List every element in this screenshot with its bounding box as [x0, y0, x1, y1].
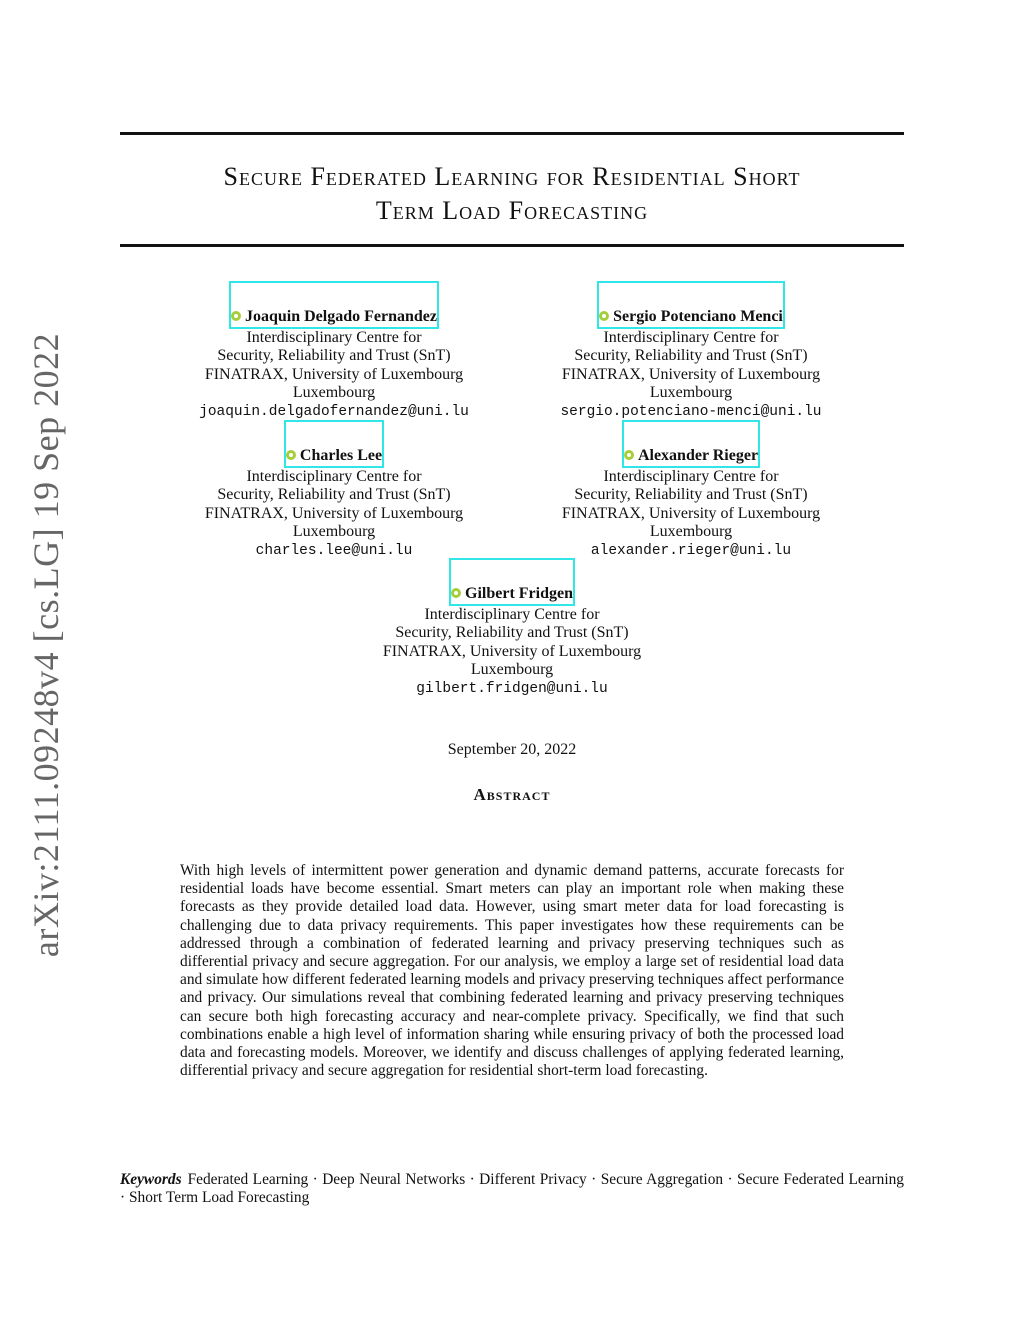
author-name-link[interactable] [284, 420, 384, 468]
author-affiliation: Interdisciplinary Centre for [424, 606, 600, 623]
author-name: Sergio Potenciano Menci [613, 308, 783, 325]
title-top-rule [120, 132, 904, 135]
author-name: Alexander Rieger [637, 447, 759, 464]
author-affiliation: Interdisciplinary Centre for [246, 468, 422, 485]
author-name: Charles Lee [299, 447, 383, 464]
author-name-link[interactable] [622, 420, 760, 468]
author-affiliation: FINATRAX, University of Luxembourg [204, 365, 464, 383]
author-email: joaquin.delgadofernandez@uni.lu [199, 403, 469, 420]
author-email: sergio.potenciano-menci@uni.lu [560, 403, 822, 420]
author-email: alexander.rieger@uni.lu [590, 542, 792, 559]
author-affiliation: Luxembourg [649, 523, 733, 541]
paper-title [120, 160, 904, 228]
author-name: Gilbert Fridgen [465, 585, 573, 602]
title-bottom-rule [120, 244, 904, 247]
author-affiliation: Security, Reliability and Trust (SnT) [395, 624, 629, 642]
author-affiliation: Security, Reliability and Trust (SnT) [217, 347, 451, 365]
author-affiliation: Security, Reliability and Trust (SnT) [574, 486, 808, 504]
orcid-icon[interactable] [624, 450, 634, 460]
author-affiliation: Security, Reliability and Trust (SnT) [217, 486, 451, 504]
author-name: Joaquin Delgado Fernandez [244, 308, 437, 325]
author-affiliation: Luxembourg [470, 661, 554, 679]
author-block [169, 420, 499, 560]
orcid-icon[interactable] [286, 450, 296, 460]
title-line-1: Secure Federated Learning for Residential Short [223, 162, 801, 191]
author-affiliation: FINATRAX, University of Luxembourg [382, 642, 642, 660]
orcid-icon[interactable] [599, 311, 609, 321]
keywords-label: Keywords [120, 1171, 182, 1188]
author-email: charles.lee@uni.lu [255, 542, 413, 559]
author-block [526, 420, 856, 560]
paper-date: September 20, 2022 [447, 741, 577, 758]
abstract-text: With high levels of intermittent power generation and dynamic demand patterns, accurate forecasts for residential loads have become essential. Smart meters can play an important role when making these forecasts as they provide detailed load data. However, using smart meter data for load forecasting is challenging due to data privacy requirements. This paper investigates how these requirements can be addressed through a combination of federated learning and privacy preserving techniques such as differential privacy and secure aggregation. For our analysis, we employ a large set of residential load data and simulate how different federated learning models and privacy preserving techniques affect performance and privacy. Our simulations reveal that combining federated learning and privacy preserving techniques can secure both high forecasting accuracy and near-complete privacy. Specifically, we find that such combinations enable a high level of information sharing while ensuring privacy of both the processed load data and forecasting models. Moreover, we identify and discuss challenges of applying federated learning, differential privacy and secure aggregation for residential short-term load forecasting. [180, 862, 844, 1080]
keywords-section [120, 1171, 904, 1208]
author-affiliation: Luxembourg [292, 384, 376, 402]
author-affiliation: Interdisciplinary Centre for [246, 329, 422, 346]
author-affiliation: FINATRAX, University of Luxembourg [561, 504, 821, 522]
author-name-link[interactable] [597, 281, 785, 329]
author-name-link[interactable] [229, 281, 439, 329]
author-email: gilbert.fridgen@uni.lu [416, 680, 608, 697]
author-block [526, 281, 856, 421]
orcid-icon[interactable] [451, 588, 461, 598]
orcid-icon[interactable] [231, 311, 241, 321]
author-affiliation: FINATRAX, University of Luxembourg [204, 504, 464, 522]
author-affiliation: Interdisciplinary Centre for [603, 329, 779, 346]
author-block [169, 281, 499, 421]
author-affiliation: Luxembourg [292, 523, 376, 541]
author-affiliation: Interdisciplinary Centre for [603, 468, 779, 485]
author-affiliation: Security, Reliability and Trust (SnT) [574, 347, 808, 365]
keywords-text: Federated Learning · Deep Neural Networks · Different Privacy · Secure Aggregation · Secure Federated Learning · Short Term Load Forecasting [120, 1171, 904, 1207]
abstract-heading: Abstract [473, 785, 551, 804]
author-affiliation: FINATRAX, University of Luxembourg [561, 365, 821, 383]
author-name-link[interactable] [449, 558, 575, 606]
author-affiliation: Luxembourg [649, 384, 733, 402]
title-line-2: Term Load Forecasting [375, 196, 649, 225]
arxiv-side-stamp[interactable]: arXiv:2111.09248v4 [cs.LG] 19 Sep 2022 [26, 332, 66, 958]
author-block [347, 558, 677, 698]
